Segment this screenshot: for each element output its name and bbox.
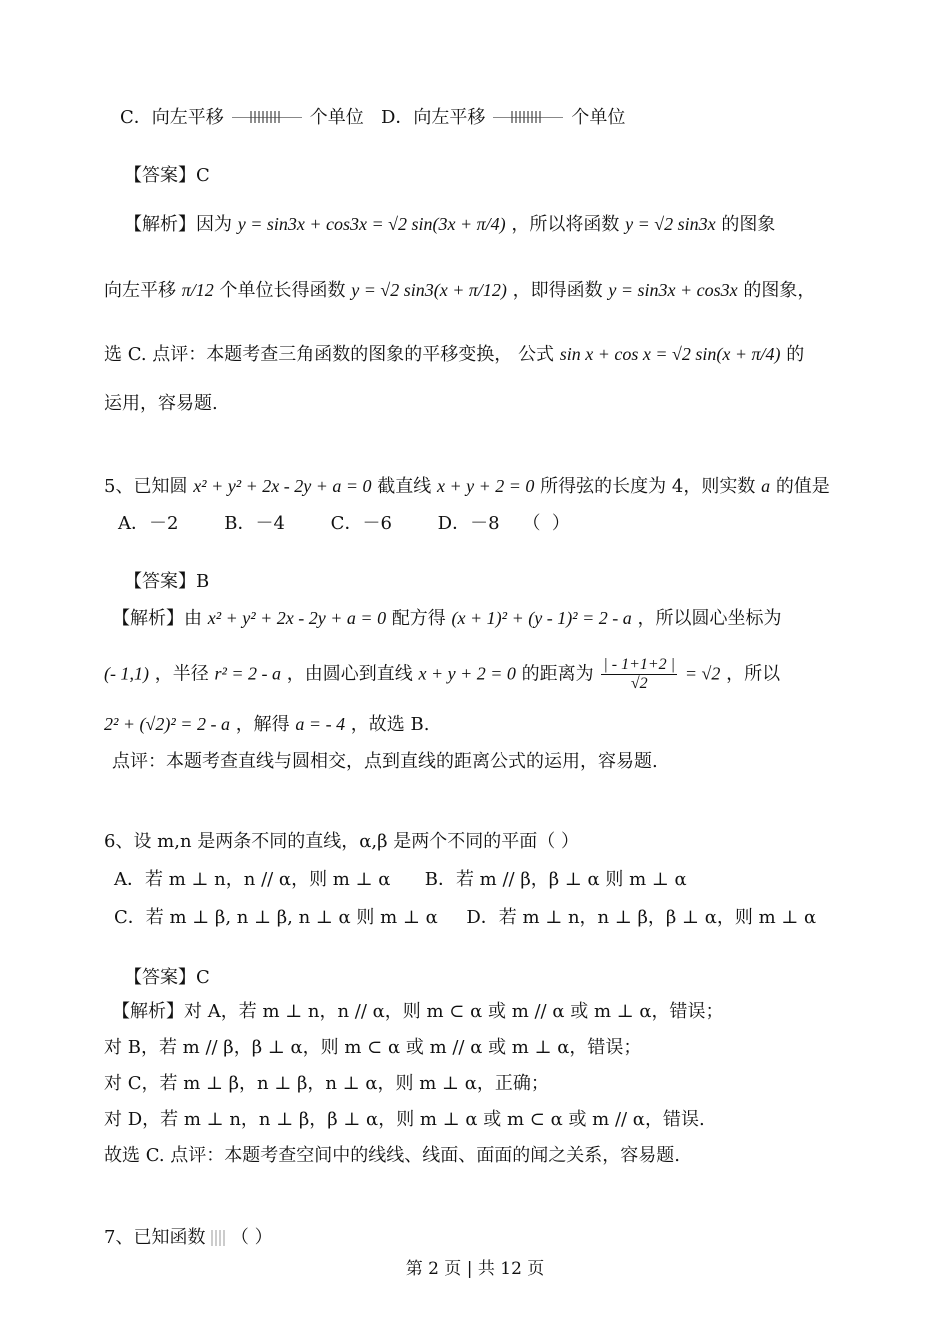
q5-review: 点评：本题考查直线与圆相交，点到直线的距离公式的运用，容易题. [112,751,658,772]
formula: y = sin3x + cos3x [608,280,738,300]
q7-stem: 7、已知函数 （ ） [104,1227,273,1248]
q6-explanation-c: 对 C，若 m ⊥ β，n ⊥ β，n ⊥ α，则 m ⊥ α，正确； [104,1073,549,1094]
distance-fraction: $\frac{| - 1+1+2 |}{√2}$ [603,656,676,692]
page-footer: 第 2 页 | 共 12 页 [405,1259,545,1279]
q5-answer: 【答案】B [124,571,210,592]
formula: x² + y² + 2x - 2y + a = 0 [207,608,387,628]
q5-explanation-3: 2² + (√2)² = 2 - a ，解得 a = - 4 ，故选 B. [104,714,430,735]
q4-option-c: C．向左平移 [120,107,224,128]
q5-stem: 5、已知圆 x² + y² + 2x - 2y + a = 0 截直线 x + y + 2 = 0 所得弦的长度为 4，则实数 a 的值是 [104,476,830,497]
q6-stem: 6、设 m,n 是两条不同的直线，α,β 是两个不同的平面（ ） [104,831,580,852]
formula: x + y + 2 = 0 [437,476,535,496]
formula: = √2 [684,663,721,684]
q6-answer: 【答案】C [124,967,210,988]
q4-explanation-4: 运用，容易题. [104,393,218,414]
formula: 2² + (√2)² = 2 - a [104,714,230,734]
q6-options-ab [114,868,687,892]
q6-option-a: A．若 m ⊥ n，n // α，则 m ⊥ α [114,869,391,890]
formula: r² = 2 - a [214,663,281,684]
q4-explanation-3: 选 C. 点评：本题考查三角函数的图象的平移变换， 公式 sin x + cos x = √2 sin(x + π/4) 的 [104,344,805,365]
q6-explanation-b: 对 B，若 m // β，β ⊥ α，则 m ⊂ α 或 m // α 或 m ⊥ α，错误； [104,1037,642,1058]
formula: y = √2 sin3(x + π/12) [351,280,507,300]
formula: y = sin3x + cos3x = √2 sin(3x + π/4) [237,214,506,234]
q4-explanation-1: 【解析】因为 y = sin3x + cos3x = √2 sin(3x + π/4) ，所以将函数 y = √2 sin3x 的图象 [124,214,776,235]
q6-option-c: C．若 m ⊥ β, n ⊥ β, n ⊥ α 则 m ⊥ α [114,907,438,928]
formula: (x + 1)² + (y - 1)² = 2 - a [451,608,632,628]
obscured-formula [493,108,563,128]
q6-option-d: D．若 m ⊥ n，n ⊥ β，β ⊥ α，则 m ⊥ α [466,907,817,928]
q5-explanation-2: (- 1,1) ，半径 r² = 2 - a ，由圆心到直线 x + y + 2 = 0 的距离为 $\frac{| - 1+1+2 |}{√2}$ = √2 ，所以 [104,656,781,692]
formula: a = - 4 [295,714,346,734]
q6-option-b: B．若 m // β，β ⊥ α 则 m ⊥ α [424,869,687,890]
obscured-formula [232,108,302,128]
q4-options-cd: C．向左平移 个单位 D．向左平移 个单位 [120,107,626,128]
formula: x + y + 2 = 0 [418,663,516,684]
formula: sin x + cos x = √2 sin(x + π/4) [559,344,781,364]
q4-answer: 【答案】C [124,165,210,186]
formula: x² + y² + 2x - 2y + a = 0 [193,476,372,496]
formula: y = √2 sin3x [625,214,716,234]
q6-explanation-d: 对 D，若 m ⊥ n，n ⊥ β，β ⊥ α，则 m ⊥ α 或 m ⊂ α 或 m // α，错误. [104,1109,705,1130]
formula: π/12 [181,280,214,300]
q6-options-cd [114,906,816,930]
formula: a [761,476,771,496]
obscured-formula [211,1230,225,1246]
q5-options: A．－2 B．－4 C．－6 D．－8 （ ） [118,513,570,534]
q5-explanation-1: 【解析】由 x² + y² + 2x - 2y + a = 0 配方得 (x + 1)² + (y - 1)² = 2 - a ，所以圆心坐标为 [112,608,782,629]
q4-explanation-2: 向左平移 π/12 个单位长得函数 y = √2 sin3(x + π/12) ，即得函数 y = sin3x + cos3x 的图象， [104,280,816,301]
q6-explanation-a: 【解析】对 A，若 m ⊥ n，n // α，则 m ⊂ α 或 m // α 或 m ⊥ α，错误； [112,1001,724,1022]
q6-review: 故选 C. 点评：本题考查空间中的线线、线面、面面的闻之关系，容易题. [104,1145,681,1166]
q4-option-d: D．向左平移 [380,107,486,128]
formula: (- 1,1) [104,663,149,684]
